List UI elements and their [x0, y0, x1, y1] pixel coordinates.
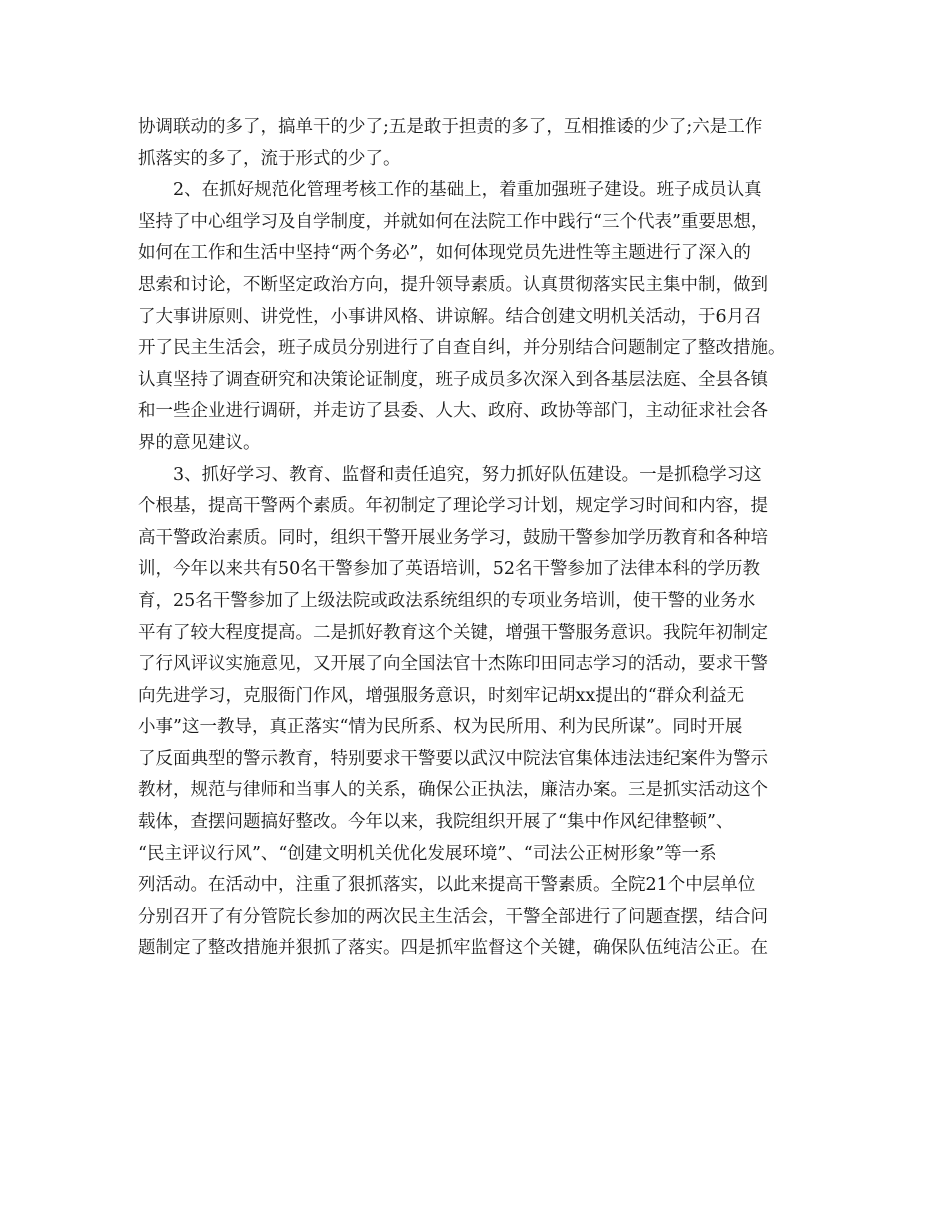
text-line: 了大事讲原则、讲党性，小事讲风格、讲谅解。结合创建文明机关活动，于6月召	[138, 306, 762, 327]
text-line: 高干警政治素质。同时，组织干警开展业务学习，鼓励干警参加学历教育和各种培	[138, 527, 768, 548]
text-line: 2、在抓好规范化管理考核工作的基础上，着重加强班子建设。班子成员认真	[138, 180, 762, 201]
text-line: 育，25名干警参加了上级法院或政法系统组织的专项业务培训，使干警的业务水	[138, 590, 756, 611]
text-line: 载体，查摆问题搞好整改。今年以来，我院组织开展了“集中作风纪律整顿”、	[138, 812, 734, 833]
text-line: 题制定了整改措施并狠抓了落实。四是抓牢监督这个关键，确保队伍纯洁公正。在	[138, 938, 768, 959]
text-line: 3、抓好学习、教育、监督和责任追究，努力抓好队伍建设。一是抓稳学习这	[138, 464, 762, 485]
text-line: 开了民主生活会，班子成员分别进行了自查自纠，并分别结合问题制定了整改措施。	[138, 338, 786, 359]
text-line: 分别召开了有分管院长参加的两次民主生活会，干警全部进行了问题查摆，结合问	[138, 906, 768, 927]
text-line: 思索和讨论，不断坚定政治方向，提升领导素质。认真贯彻落实民主集中制，做到	[138, 274, 768, 295]
text-line: 个根基，提高干警两个素质。年初制定了理论学习计划，规定学习时间和内容，提	[138, 496, 768, 517]
text-line: 如何在工作和生活中坚持“两个务必”，如何体现党员先进性等主题进行了深入的	[138, 243, 751, 264]
text-line: 列活动。在活动中，注重了狠抓落实，以此来提高干警素质。全院21个中层单位	[138, 875, 756, 896]
text-line: 教材，规范与律师和当事人的关系，确保公正执法，廉洁办案。三是抓实活动这个	[138, 780, 768, 801]
text-line: 训，今年以来共有50名干警参加了英语培训，52名干警参加了法律本科的学历教	[138, 559, 761, 580]
text-line: 了行风评议实施意见，又开展了向全国法官十杰陈印田同志学习的活动，要求干警	[138, 654, 768, 675]
text-line: 小事”这一教导，真正落实“情为民所系、权为民所用、利为民所谋”。同时开展	[138, 717, 743, 738]
text-line: 和一些企业进行调研，并走访了县委、人大、政府、政协等部门，主动征求社会各	[138, 401, 768, 422]
text-line: 协调联动的多了，搞单干的少了;五是敢于担责的多了，互相推诿的少了;六是工作	[138, 117, 763, 137]
text-line: 平有了较大程度提高。二是抓好教育这个关键，增强干警服务意识。我院年初制定	[138, 622, 768, 643]
text-line: 认真坚持了调查研究和决策论证制度，班子成员多次深入到各基层法庭、全县各镇	[138, 369, 768, 390]
document-body	[138, 112, 818, 965]
text-line: 了反面典型的警示教育，特别要求干警要以武汉中院法官集体违法违纪案件为警示	[138, 748, 768, 769]
text-line: 坚持了中心组学习及自学制度，并就如何在法院工作中践行“三个代表”重要思想，	[138, 211, 769, 232]
text-line: 抓落实的多了，流于形式的少了。	[138, 148, 401, 169]
text-line: 界的意见建议。	[138, 432, 261, 453]
text-line: “民主评议行风”、“创建文明机关优化发展环境”、“司法公正树形象”等一系	[138, 843, 717, 864]
text-line: 向先进学习，克服衙门作风，增强服务意识，时刻牢记胡xx提出的“群众利益无	[138, 685, 745, 706]
